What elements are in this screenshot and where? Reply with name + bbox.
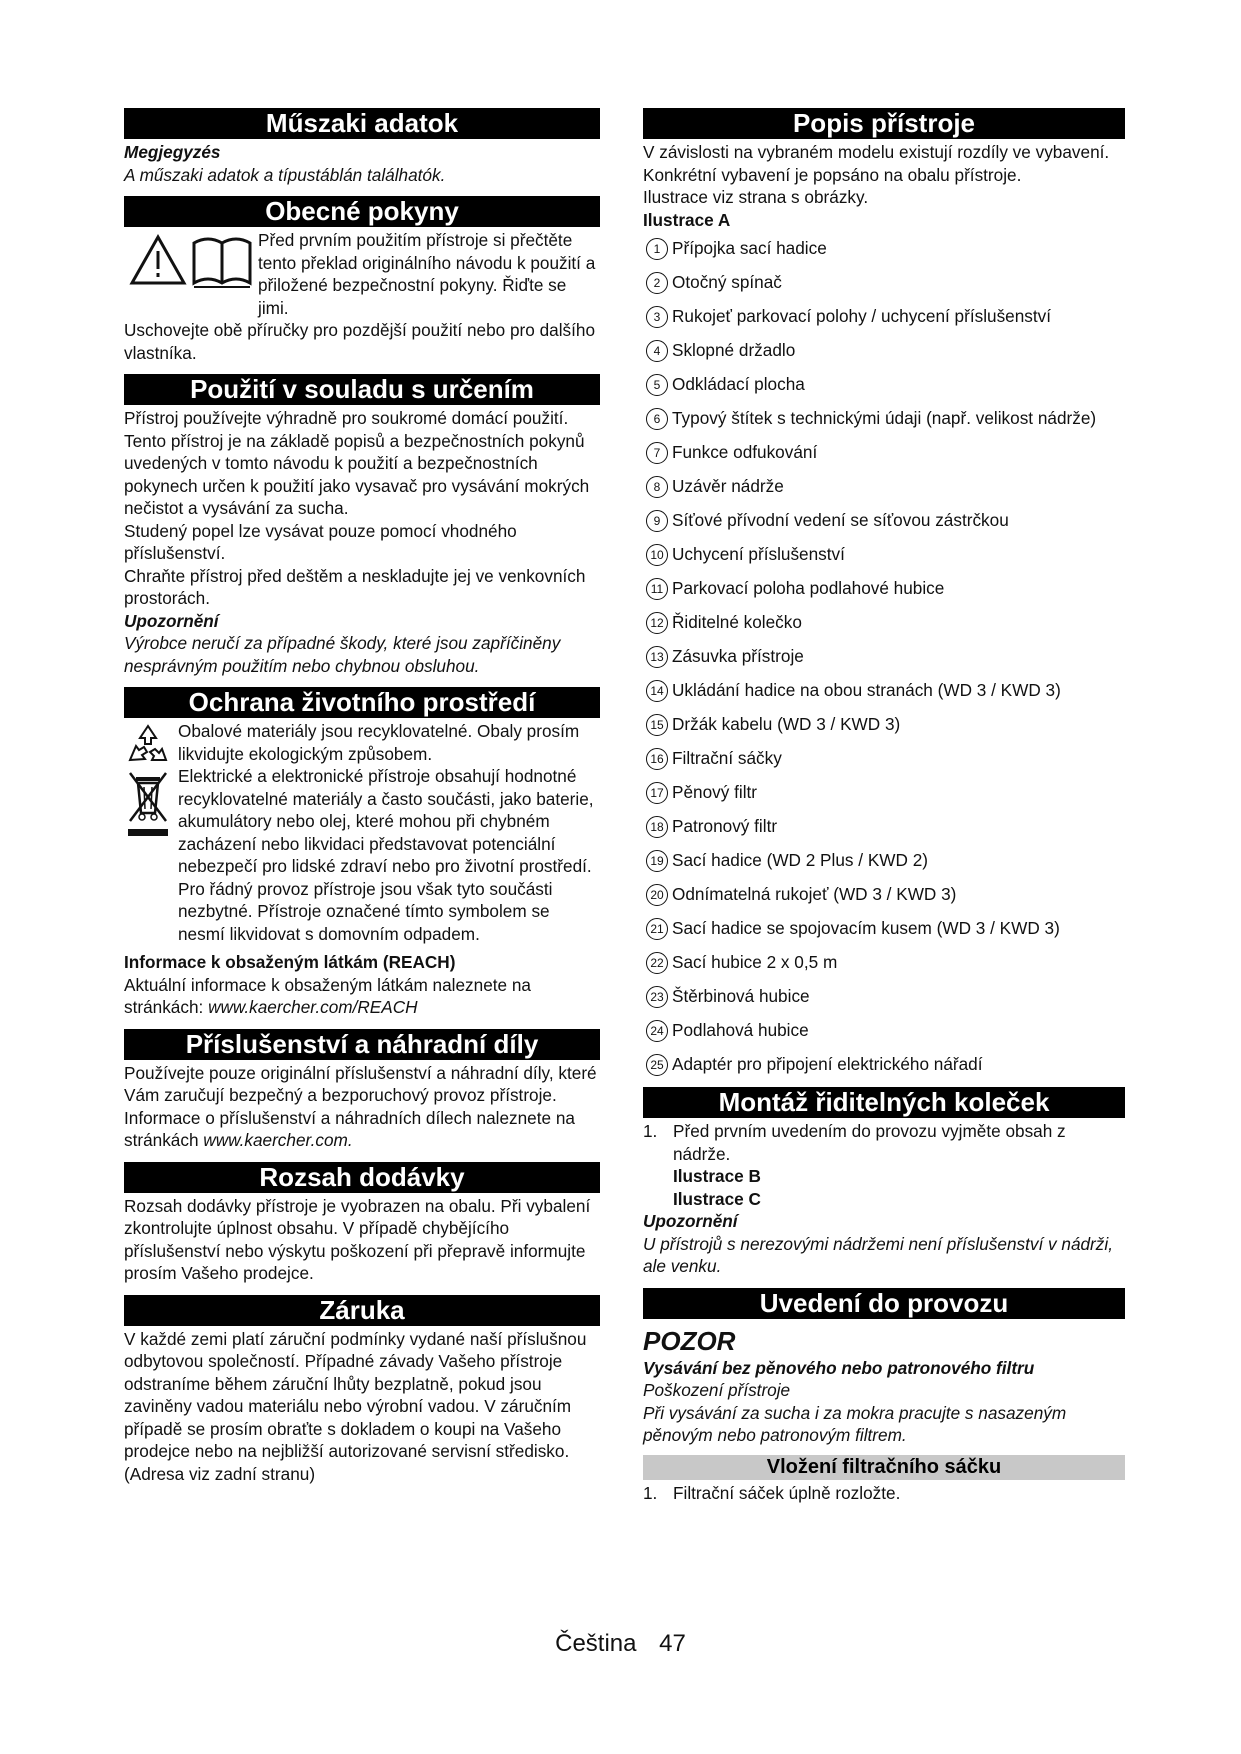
legend-text: Odnímatelná rukojeť (WD 3 / KWD 3) [672, 884, 957, 904]
wheels-warn-text: U přístrojů s nerezovými nádržemi není příslušenství v nádrži, ale venku. [643, 1233, 1113, 1276]
legend-item [643, 441, 1125, 475]
general-instructions [124, 229, 600, 319]
legend-text: Podlahová hubice [672, 1020, 809, 1040]
legend-item [643, 645, 1125, 679]
legend-item [643, 1019, 1125, 1053]
legend-text: Parkovací poloha podlahové hubice [672, 578, 945, 598]
legend-number-badge: 12 [646, 612, 668, 634]
heading-startup: Uvedení do provozu [643, 1288, 1125, 1319]
heading-tech-data: Műszaki adatok [124, 108, 600, 139]
intended-p4: Chraňte přístroj před deštěm a neskladujte jej ve venkovních prostorách. [124, 565, 586, 608]
legend-number-badge: 15 [646, 714, 668, 736]
heading-general: Obecné pokyny [124, 196, 600, 227]
general-p1: Před prvním použitím přístroje si přečtěte tento překlad originálního návodu k použití a přiložené bezpečnostní pokyny. Řiďte se jimi. [258, 230, 596, 318]
note-label: Megjegyzés [124, 142, 221, 162]
right-column [643, 108, 1125, 1504]
intended-warn-text: Výrobce neručí za případné škody, které jsou zapříčiněny nesprávným použitím nebo chybnou obsluhou. [124, 633, 561, 676]
env-p2: Elektrické a elektronické přístroje obsahují hodnotné recyklovatelné materiály a často součásti, jako baterie, akumulátory nebo olej, které mohou při chybném zacházení nebo likvidaci představovat potenciální nebezpečí pro lidské zdraví nebo pro životní prostředí. Pro řádný provoz přístroje jsou však tyto součásti nezbytné. Přístroje označené tímto symbolem se nesmí likvidovat s domovním odpadem. [178, 766, 594, 944]
legend-item [643, 1053, 1125, 1087]
legend-number-badge: 25 [646, 1054, 668, 1076]
bag-step: 1. Filtrační sáček úplně rozložte. [643, 1482, 901, 1503]
env-p1: Obalové materiály jsou recyklovatelné. Obaly prosím likvidujte ekologickým způsobem. [178, 721, 580, 764]
legend-item [643, 237, 1125, 271]
heading-intended-use: Použití v souladu s určením [124, 374, 600, 405]
legend-number-badge: 22 [646, 952, 668, 974]
legend-item [643, 475, 1125, 509]
legend-number-badge: 13 [646, 646, 668, 668]
legend-item [643, 543, 1125, 577]
legend-text: Sací hubice 2 x 0,5 m [672, 952, 838, 972]
legend-item [643, 917, 1125, 951]
heading-environment: Ochrana životního prostředí [124, 687, 600, 718]
heading-warranty: Záruka [124, 1295, 600, 1326]
accessories-p2: Informace o příslušenství a náhradních dílech naleznete na stránkách www.kaercher.com. [124, 1107, 575, 1150]
legend-number-badge: 19 [646, 850, 668, 872]
legend-number-badge: 3 [646, 306, 668, 328]
legend-text: Štěrbinová hubice [672, 986, 810, 1006]
general-p2: Uschovejte obě příručky pro pozdější použití nebo pro dalšího vlastníka. [124, 320, 596, 363]
legend-item [643, 883, 1125, 917]
wheels-warn-label: Upozornění [643, 1211, 738, 1231]
reach-url: www.kaercher.com/REACH [208, 997, 418, 1017]
warning-manual-icon [128, 231, 252, 289]
heading-accessories: Příslušenství a náhradní díly [124, 1029, 600, 1060]
crossed-bin-icon [124, 767, 172, 839]
wheels-step: 1. Před prvním uvedením do provozu vyjměte obsah z nádrže. [643, 1121, 1066, 1164]
heading-wheels: Montáž řiditelných koleček [643, 1087, 1125, 1118]
parts-legend [643, 237, 1125, 1087]
legend-item [643, 339, 1125, 373]
legend-item [643, 305, 1125, 339]
legend-number-badge: 14 [646, 680, 668, 702]
legend-text: Sklopné držadlo [672, 340, 796, 360]
legend-item [643, 951, 1125, 985]
legend-text: Držák kabelu (WD 3 / KWD 3) [672, 714, 901, 734]
warranty-p2: (Adresa viz zadní stranu) [124, 1463, 316, 1484]
legend-text: Funkce odfukování [672, 442, 818, 462]
legend-text: Pěnový filtr [672, 782, 758, 802]
wheels-fig-c: Ilustrace C [673, 1188, 761, 1209]
warranty-p1: V každé zemi platí záruční podmínky vydané naší příslušnou odbytovou společností. Případné závady Vašeho přístroje odstraníme během záruční lhůty bezplatně, pokud jsou zaviněny vadou materiálu nebo výrobní vadou. V záručním případě se prosím obraťte s dokladem o koupi na Vašeho prodejce nebo na nejbližší autorizované servisní středisko. [124, 1328, 587, 1461]
legend-text: Uzávěr nádrže [672, 476, 784, 496]
footer-language: Čeština [555, 1630, 637, 1657]
legend-number-badge: 24 [646, 1020, 668, 1042]
legend-text: Otočný spínač [672, 272, 782, 292]
legend-item [643, 781, 1125, 815]
intended-p2: Tento přístroj je na základě popisů a bezpečnostních pokynů uvedených v tomto návodu k použití a bezpečnostních pokynech určen k použití jako vysavač pro vysávání mokrých nečistot a vysávání za sucha. [124, 430, 590, 518]
legend-number-badge: 20 [646, 884, 668, 906]
legend-text: Uchycení příslušenství [672, 544, 845, 564]
legend-text: Sací hadice (WD 2 Plus / KWD 2) [672, 850, 928, 870]
legend-number-badge: 9 [646, 510, 668, 532]
legend-number-badge: 1 [646, 238, 668, 260]
legend-number-badge: 8 [646, 476, 668, 498]
desc-fig-label: Ilustrace A [643, 209, 731, 230]
heading-filter-bag: Vložení filtračního sáčku [643, 1455, 1125, 1480]
legend-number-badge: 18 [646, 816, 668, 838]
legend-item [643, 407, 1125, 441]
startup-line3: Při vysávání za sucha i za mokra pracujte s nasazeným pěnovým nebo patronovým filtrem. [643, 1402, 1067, 1445]
intended-p1: Přístroj používejte výhradně pro soukromé domácí použití. [124, 408, 569, 428]
legend-item [643, 747, 1125, 781]
legend-item [643, 577, 1125, 611]
legend-number-badge: 2 [646, 272, 668, 294]
legend-number-badge: 10 [646, 544, 668, 566]
legend-number-badge: 17 [646, 782, 668, 804]
accessories-p1: Používejte pouze originální příslušenství a náhradní díly, které Vám zaručují bezpečný a bezporuchový provoz přístroje. [124, 1062, 597, 1105]
legend-item [643, 271, 1125, 305]
page-footer [0, 1630, 1241, 1658]
legend-text: Patronový filtr [672, 816, 778, 836]
startup-line2: Poškození přístroje [643, 1380, 791, 1400]
legend-number-badge: 16 [646, 748, 668, 770]
legend-item [643, 373, 1125, 407]
legend-item [643, 679, 1125, 713]
legend-item [643, 611, 1125, 645]
legend-number-badge: 4 [646, 340, 668, 362]
legend-item [643, 509, 1125, 543]
legend-item [643, 713, 1125, 747]
legend-text: Síťové přívodní vedení se síťovou zástrčkou [672, 510, 1009, 530]
pozor-label: POZOR [643, 1325, 736, 1356]
env-weee-row [124, 765, 600, 945]
legend-text: Ukládání hadice na obou stranách (WD 3 / KWD 3) [672, 680, 1061, 700]
legend-number-badge: 11 [646, 578, 668, 600]
legend-text: Sací hadice se spojovacím kusem (WD 3 / KWD 3) [672, 918, 1060, 938]
legend-number-badge: 23 [646, 986, 668, 1008]
footer-page-number: 47 [659, 1630, 686, 1657]
reach-label: Informace k obsaženým látkám (REACH) [124, 952, 456, 972]
accessories-url: www.kaercher.com. [203, 1130, 353, 1150]
intended-p3: Studený popel lze vysávat pouze pomocí vhodného příslušenství. [124, 520, 517, 563]
desc-p2: Ilustrace viz strana s obrázky. [643, 187, 869, 207]
legend-number-badge: 6 [646, 408, 668, 430]
legend-item [643, 815, 1125, 849]
legend-text: Filtrační sáčky [672, 748, 782, 768]
legend-text: Zásuvka přístroje [672, 646, 804, 666]
recycling-icon [124, 722, 172, 766]
wheels-fig-b: Ilustrace B [673, 1166, 761, 1186]
legend-item [643, 985, 1125, 1019]
env-recycle-row [124, 720, 600, 765]
heading-scope: Rozsah dodávky [124, 1162, 600, 1193]
left-column [124, 108, 600, 1485]
startup-bold-line: Vysávání bez pěnového nebo patronového filtru [643, 1357, 1035, 1378]
scope-p1: Rozsah dodávky přístroje je vyobrazen na obalu. Při vybalení zkontrolujte úplnost obsahu. V případě chybějícího příslušenství nebo výskytu poškození při přepravě informujte prosím Vašeho prodejce. [124, 1195, 591, 1283]
legend-text: Řiditelné kolečko [672, 612, 802, 632]
legend-text: Adaptér pro připojení elektrického nářadí [672, 1054, 983, 1074]
note-text: A műszaki adatok a típustáblán találhatók. [124, 164, 446, 185]
legend-number-badge: 7 [646, 442, 668, 464]
legend-text: Odkládací plocha [672, 374, 805, 394]
legend-text: Typový štítek s technickými údaji (např. velikost nádrže) [672, 408, 1097, 428]
legend-text: Rukojeť parkovací polohy / uchycení příslušenství [672, 306, 1052, 326]
legend-item [643, 849, 1125, 883]
desc-p1: V závislosti na vybraném modelu existují rozdíly ve vybavení. Konkrétní vybavení je popsáno na obalu přístroje. [643, 142, 1110, 185]
intended-warn-label: Upozornění [124, 610, 219, 631]
reach-text: Aktuální informace k obsaženým látkám naleznete na stránkách: www.kaercher.com/REACH [124, 974, 531, 1017]
legend-text: Přípojka sací hadice [672, 238, 827, 258]
heading-description: Popis přístroje [643, 108, 1125, 139]
legend-number-badge: 21 [646, 918, 668, 940]
legend-number-badge: 5 [646, 374, 668, 396]
